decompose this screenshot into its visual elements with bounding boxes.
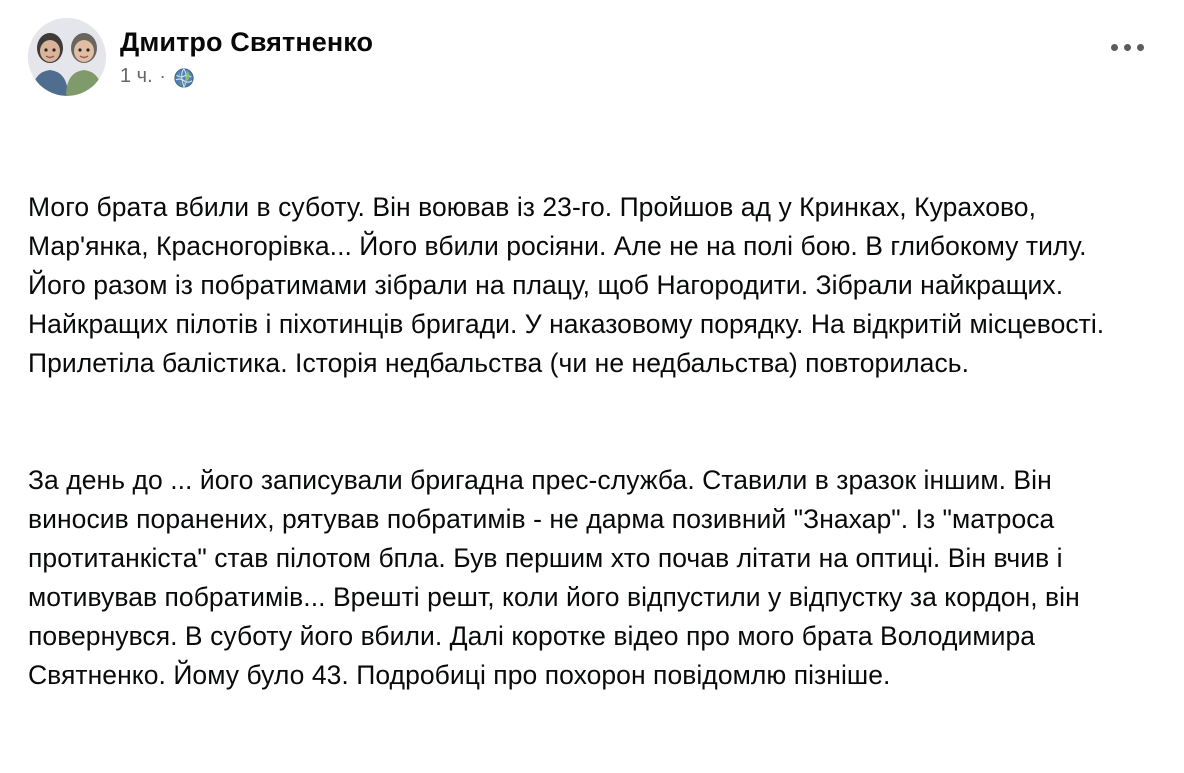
post-timestamp[interactable]: 1 ч.	[120, 65, 153, 87]
meta-separator: ·	[159, 66, 166, 86]
more-options-icon[interactable]	[1111, 44, 1144, 51]
avatar[interactable]	[28, 18, 106, 96]
post-meta	[120, 64, 373, 88]
author-name[interactable]: Дмитро Святненко	[120, 27, 374, 57]
menu-dot-2	[1124, 44, 1131, 51]
post-header	[28, 18, 1144, 96]
post-body	[28, 110, 1144, 773]
menu-dot-3	[1137, 44, 1144, 51]
post-paragraph-2: За день до ... його записували бригадна прес-служба. Ставили в зразок іншим. Він виносив поранених, рятував побратимів - не дарма позивний "Знахар". Із "матроса протитанкіста" став пілотом бпла. Був першим хто почав літати на оптиці. Він вчив і мотивував побратимів... Врешті решт, коли його відпустили у відпустку за кордон, він повернувся. В суботу його вбили. Далі коротке відео про мого брата Володимира Святненко. Йому було 43. Подробиці про похорон повідомлю пізніше.	[28, 465, 1088, 690]
post-paragraph-1: Мого брата вбили в суботу. Він воював із 23-го. Пройшов ад у Кринках, Курахово, Мар'янка, Красногорівка... Його вбили росіяни. Але не на полі бою. В глибокому тилу. Його разом із побратимами зібрали на плацу, щоб Нагородити. Зібрали найкращих. Найкращих пілотів і піхотинців бригади. У наказовому порядку. На відкритій місцевості. Прилетіла балістика. Історія недбальства (чи не недбальства) повторилась.	[28, 192, 1112, 378]
profile-avatar-icon	[28, 18, 106, 96]
menu-dot-1	[1111, 44, 1118, 51]
globe-icon[interactable]	[173, 67, 195, 89]
post-header-text	[120, 18, 373, 88]
